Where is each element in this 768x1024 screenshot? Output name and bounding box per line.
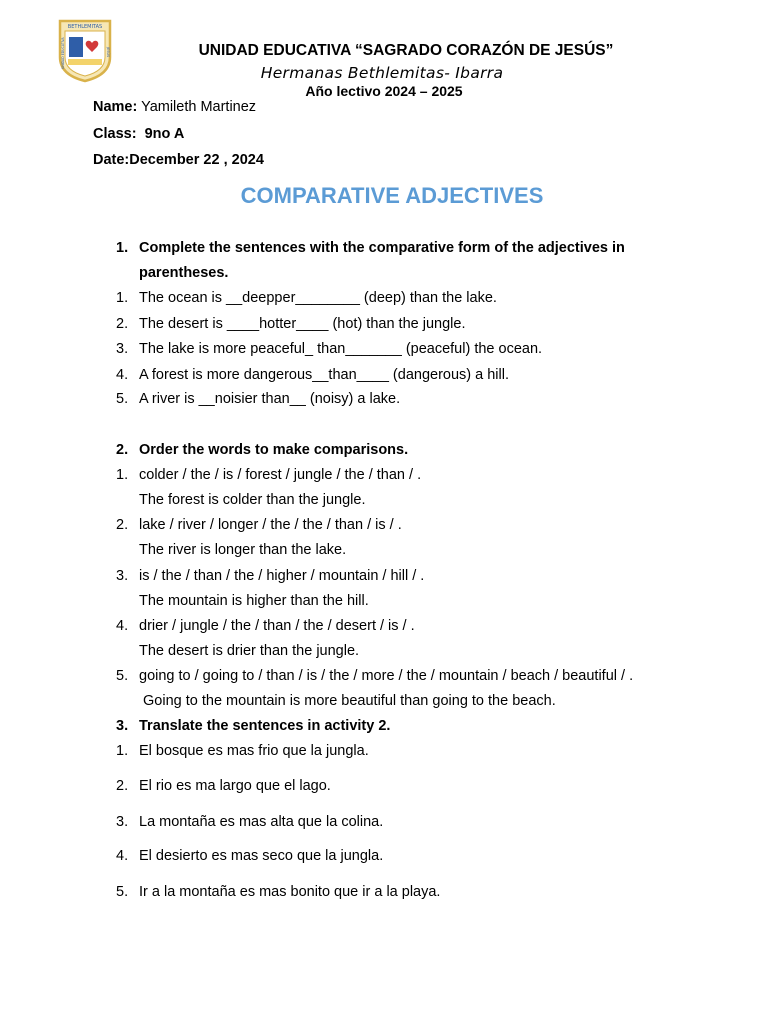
name-value: Yamileth Martinez bbox=[137, 99, 257, 115]
section2-number: 2. bbox=[116, 442, 129, 458]
date-value: December 22 , 2024 bbox=[129, 152, 264, 168]
section3-heading-text: Translate the sentences in activity 2. bbox=[139, 718, 391, 734]
item-number: 2. bbox=[116, 316, 129, 332]
date-label: Date: bbox=[93, 152, 130, 168]
item-words: drier / jungle / the / than / the / desert / is / . bbox=[139, 618, 415, 634]
item-number: 1. bbox=[116, 467, 129, 483]
item-number: 1. bbox=[116, 743, 129, 759]
item-number: 5. bbox=[116, 884, 129, 900]
class-label: Class: bbox=[93, 126, 137, 142]
item-number: 4. bbox=[116, 618, 129, 634]
item-text: El bosque es mas frio que la jungla. bbox=[139, 743, 369, 759]
item-answer: The mountain is higher than the hill. bbox=[139, 593, 369, 609]
school-name: UNIDAD EDUCATIVA “SAGRADO CORAZÓN DE JESÚS” bbox=[198, 42, 614, 59]
item-text: The lake is more peaceful_ than_______ (peaceful) the ocean. bbox=[139, 341, 543, 357]
school-year: Año lectivo 2024 – 2025 bbox=[305, 83, 463, 99]
logo-text-left: UNIDAD EDUCATIVA bbox=[61, 37, 65, 69]
student-class-line bbox=[93, 126, 184, 142]
item-answer: The desert is drier than the jungle. bbox=[139, 643, 360, 659]
logo-text-top: BETHLEMITAS bbox=[67, 24, 103, 30]
item-text: The ocean is __deepper________ (deep) than the lake. bbox=[139, 290, 497, 306]
item-answer: The river is longer than the lake. bbox=[139, 542, 347, 558]
section2-heading-text: Order the words to make comparisons. bbox=[139, 442, 409, 458]
item-number: 5. bbox=[116, 668, 129, 684]
item-answer: The forest is colder than the jungle. bbox=[139, 492, 366, 508]
section1-heading-line1: Complete the sentences with the comparative form of the adjectives in bbox=[139, 240, 625, 256]
item-number: 4. bbox=[116, 367, 129, 383]
item-text: El desierto es mas seco que la jungla. bbox=[139, 848, 384, 864]
item-words: going to / going to / than / is / the / more / the / mountain / beach / beautiful / . bbox=[139, 668, 634, 684]
school-subtitle: Hermanas Bethlemitas- Ibarra bbox=[260, 64, 504, 82]
section3-number: 3. bbox=[116, 718, 129, 734]
item-number: 2. bbox=[116, 778, 129, 794]
item-number: 3. bbox=[116, 814, 129, 830]
item-words: colder / the / is / forest / jungle / the / than / . bbox=[139, 467, 422, 483]
item-answer: Going to the mountain is more beautiful than going to the beach. bbox=[139, 693, 556, 709]
section1-heading-line2: parentheses. bbox=[139, 265, 229, 281]
item-text: La montaña es mas alta que la colina. bbox=[139, 814, 384, 830]
item-text: The desert is ____hotter____ (hot) than the jungle. bbox=[139, 316, 466, 332]
name-label: Name: bbox=[93, 99, 138, 115]
item-words: lake / river / longer / the / the / than / is / . bbox=[139, 517, 402, 533]
item-number: 3. bbox=[116, 341, 129, 357]
class-value: 9no A bbox=[136, 126, 185, 142]
item-number: 1. bbox=[116, 290, 129, 306]
item-text: A river is __noisier than__ (noisy) a lake. bbox=[139, 391, 401, 407]
page-title: COMPARATIVE ADJECTIVES bbox=[240, 183, 544, 208]
item-text: A forest is more dangerous__than____ (dangerous) a hill. bbox=[139, 367, 509, 383]
item-text: Ir a la montaña es mas bonito que ir a la playa. bbox=[139, 884, 441, 900]
item-text: El rio es ma largo que el lago. bbox=[139, 778, 331, 794]
item-number: 5. bbox=[116, 391, 129, 407]
logo-text-right: JESÚS bbox=[106, 47, 110, 58]
item-number: 3. bbox=[116, 568, 129, 584]
section1-number: 1. bbox=[116, 240, 129, 256]
student-name-line bbox=[93, 99, 256, 115]
item-words: is / the / than / the / higher / mountain / hill / . bbox=[139, 568, 425, 584]
student-date-line bbox=[93, 152, 264, 168]
item-number: 4. bbox=[116, 848, 129, 864]
item-number: 2. bbox=[116, 517, 129, 533]
